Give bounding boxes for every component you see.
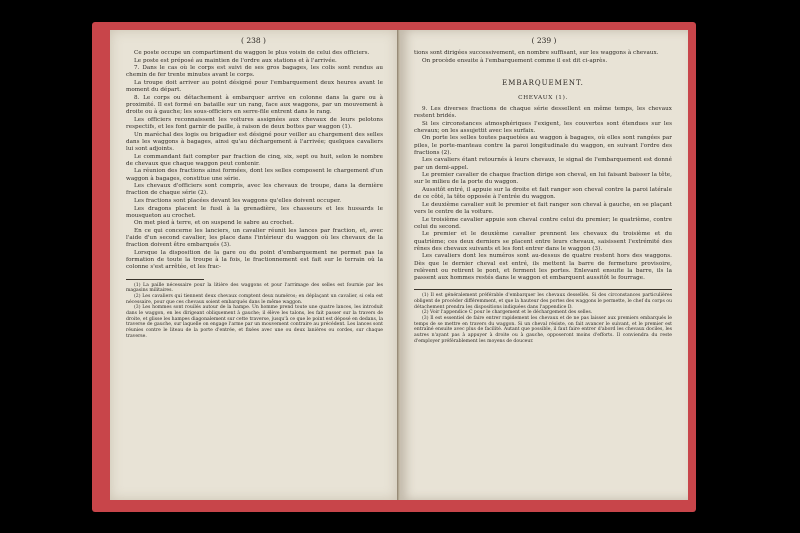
paragraph: On procède ensuite à l'embarquement comme il est dit ci-après. bbox=[422, 57, 608, 64]
paragraph: tions sont dirigées successivement, en nombre suffisant, sur les waggons à chevaux. bbox=[414, 50, 659, 56]
paragraph: On porte les selles toutes paquetées au waggon à bagages, où elles sont rangées par piles, le porte-manteau contre la paroi longitudinale du waggon, en suivant l'ordre des fractions (2). bbox=[414, 135, 672, 156]
paragraph: 7. Dans le cas où le corps est suivi de ses gros bagages, les colis sont rendus au chemin de fer trente minutes avant le corps. bbox=[126, 65, 383, 79]
right-page bbox=[400, 30, 688, 500]
paragraph: Les cavaliers dont les numéros sont au-dessus de quatre restent hors des waggons. Dès que le dernier cheval est entré, ils mettent la barre de fermeture provisoire, relèvent ou retirent le pont, et ferment les portes. Enlevant ensuite la barre, ils la passent aux hommes restés dans le waggon et embarquent aussitôt le fourrage. bbox=[414, 253, 672, 281]
paragraph: Lorsque la disposition de la gare ou du point d'embarquement ne permet pas la formation de toute la troupe à la fois, le fractionnement est fait sur le terrain où la colonne s'est arrêtée, et les frac- bbox=[126, 249, 383, 271]
paragraph: Le troisième cavalier appuie son cheval contre celui du premier; le quatrième, contre celui du second. bbox=[414, 216, 672, 230]
right-body bbox=[400, 46, 688, 282]
page-number-left: ( 238 ) bbox=[241, 36, 266, 45]
paragraph: Un maréchal des logis ou brigadier est désigné pour veiller au chargement des selles dans les waggons à bagages, ainsi qu'au déchargement à l'arrivée; quelques cavaliers lui sont adjoints. bbox=[126, 131, 383, 152]
footnote: (1) Il est généralement préférable d'embarquer les chevaux dessellés. Si des circonstances particulières obligent de procéder différemment, et que la hauteur des portes des waggons le permette, le chef du corps ou détachement prendra les dispositions indiquées dans l'appendice D. bbox=[414, 293, 672, 310]
footnote: (2) Les cavaliers qui tiennent deux chevaux comptent deux numéros; en déplaçant un cavalier, si cela est nécessaire, pour que ces chevaux soient embarqués dans le même waggon. bbox=[126, 293, 383, 305]
paragraph: Le poste est préposé au maintien de l'ordre aux stations et à l'arrivée. bbox=[134, 57, 337, 64]
right-footnotes bbox=[400, 289, 688, 344]
footnote: (3) Il est essentiel de faire entrer rapidement les chevaux et de ne pas laisser aux premiers embarqués le temps de se mettre en travers du waggon. Si un cheval résiste, on fait avancer le suivant, et le premier est entraîné ensuite avec plus de facilité. Autant que possible, il faut faire entrer d'abord les chevaux dociles, les autres n'ayant pas à appuyer à droite ou à gauche, opposeront moins d'efforts. Il conviendra du reste d'employer préférablement les moyens de douceur. bbox=[414, 316, 672, 344]
paragraph: Ce poste occupe un compartiment du waggon le plus voisin de celui des officiers. bbox=[134, 50, 370, 56]
paragraph: Les fractions sont placées devant les waggons qu'elles doivent occuper. bbox=[134, 197, 342, 204]
paragraph: Les cavaliers étant retournés à leurs chevaux, le signal de l'embarquement est donné par un demi-appel. bbox=[414, 157, 672, 171]
paragraph: En ce qui concerne les lanciers, un cavalier réunit les lances par fraction, et, avec l'aide d'un second cavalier, les place dans l'intérieur du waggon où les chevaux de la fraction doivent être embarqués (3). bbox=[126, 227, 383, 249]
paragraph: Le commandant fait compter par fraction de cinq, six, sept ou huit, selon le nombre de chevaux que chaque waggon peut contenir. bbox=[126, 153, 383, 167]
page-number-right: ( 239 ) bbox=[531, 36, 557, 45]
paragraph: On met pied à terre, et on suspend le sabre au crochet. bbox=[134, 220, 294, 227]
paragraph: 9. Les diverses fractions de chaque série dessellent en même temps, les chevaux restent bridés. bbox=[414, 105, 672, 119]
paragraph: Les officiers reconnaissent les voitures assignées aux chevaux de leurs pelotons respectifs, et les font garnir de paille, à raison de deux bottes par waggon (1). bbox=[126, 116, 383, 130]
footnote: (1) La paille nécessaire pour la litière des waggons et pour l'arrimage des selles est fournie par les magasins militaires. bbox=[126, 282, 383, 294]
footnote-rule bbox=[414, 289, 672, 290]
footnote: (2) Voir l'appendice C pour le chargement et le déchargement des selles. bbox=[422, 310, 593, 316]
paragraph: La troupe doit arriver au point désigné pour l'embarquement deux heures avant le moment du départ. bbox=[126, 79, 383, 94]
paragraph: Les dragons placent le fusil à la grenadière, les chasseurs et les hussards le mousqueton au crochet. bbox=[126, 205, 383, 219]
left-body bbox=[110, 46, 397, 272]
footnote-rule bbox=[126, 279, 204, 280]
paragraph: Si les circonstances atmosphériques l'exigent, les couvertes sont étendues sur les chevaux; on les assujettit avec les surfaix. bbox=[414, 120, 672, 134]
paragraph: La réunion des fractions ainsi formées, dont les selles composent le chargement d'un waggon à bagages, constitue une série. bbox=[126, 168, 383, 182]
paragraph: Aussitôt entré, il appuie sur la droite et fait ranger son cheval contre la paroi latérale de ce côté, la tête opposée à l'entrée du waggon. bbox=[414, 186, 672, 201]
section-subheading: CHEVAUX (1). bbox=[518, 94, 568, 101]
left-footnotes bbox=[110, 279, 397, 340]
paragraph: 8. Le corps ou détachement à embarquer arrive en colonne dans la gare ou à proximité. Il est formé en bataille sur un rang, face aux waggons, par un mouvement à droite ou à gauche; les sous-officiers en serre-file entrent dans le rang. bbox=[126, 94, 383, 116]
left-page bbox=[110, 30, 398, 500]
section-heading: EMBARQUEMENT. bbox=[502, 78, 584, 87]
paragraph: Le premier et le deuxième cavalier prennent les chevaux du troisième et du quatrième; ces deux derniers se placent entre leurs chevaux, saisissent l'extrémité des rênes des chevaux suivants et les font entrer dans le waggon (3). bbox=[414, 231, 672, 252]
paragraph: Le deuxième cavalier suit le premier et fait ranger son cheval à gauche, en se plaçant vers le centre de la voiture. bbox=[414, 201, 672, 215]
paragraph: Les chevaux d'officiers sont compris, avec les chevaux de troupe, dans la dernière fraction de chaque série (2). bbox=[126, 183, 383, 197]
paragraph: Le premier cavalier de chaque fraction dirige son cheval, en lui faisant baisser la tête, sur le milieu de la porte du waggon. bbox=[414, 172, 672, 186]
footnote: (3) Les hommes sont rouilés autour de la hampe. Un homme prend toute une quatre lances, les introduit dans le waggon, en les dirigeant obliquement à gauche; il élève les talons, les fait passer sur la travers de droite, et glisse les hampes diagonalement sur cette traverse, jusqu'à ce que le point est déposé en dedans, la traverse de gauche, sur laquelle on engage l'arme par un mouvement contraire au précédent. Les lances sont réunies contre le liteau de la porte d'entrée, et fixées avec une ou deux lanières ou cordes, sur chaque traverse. bbox=[126, 305, 383, 339]
